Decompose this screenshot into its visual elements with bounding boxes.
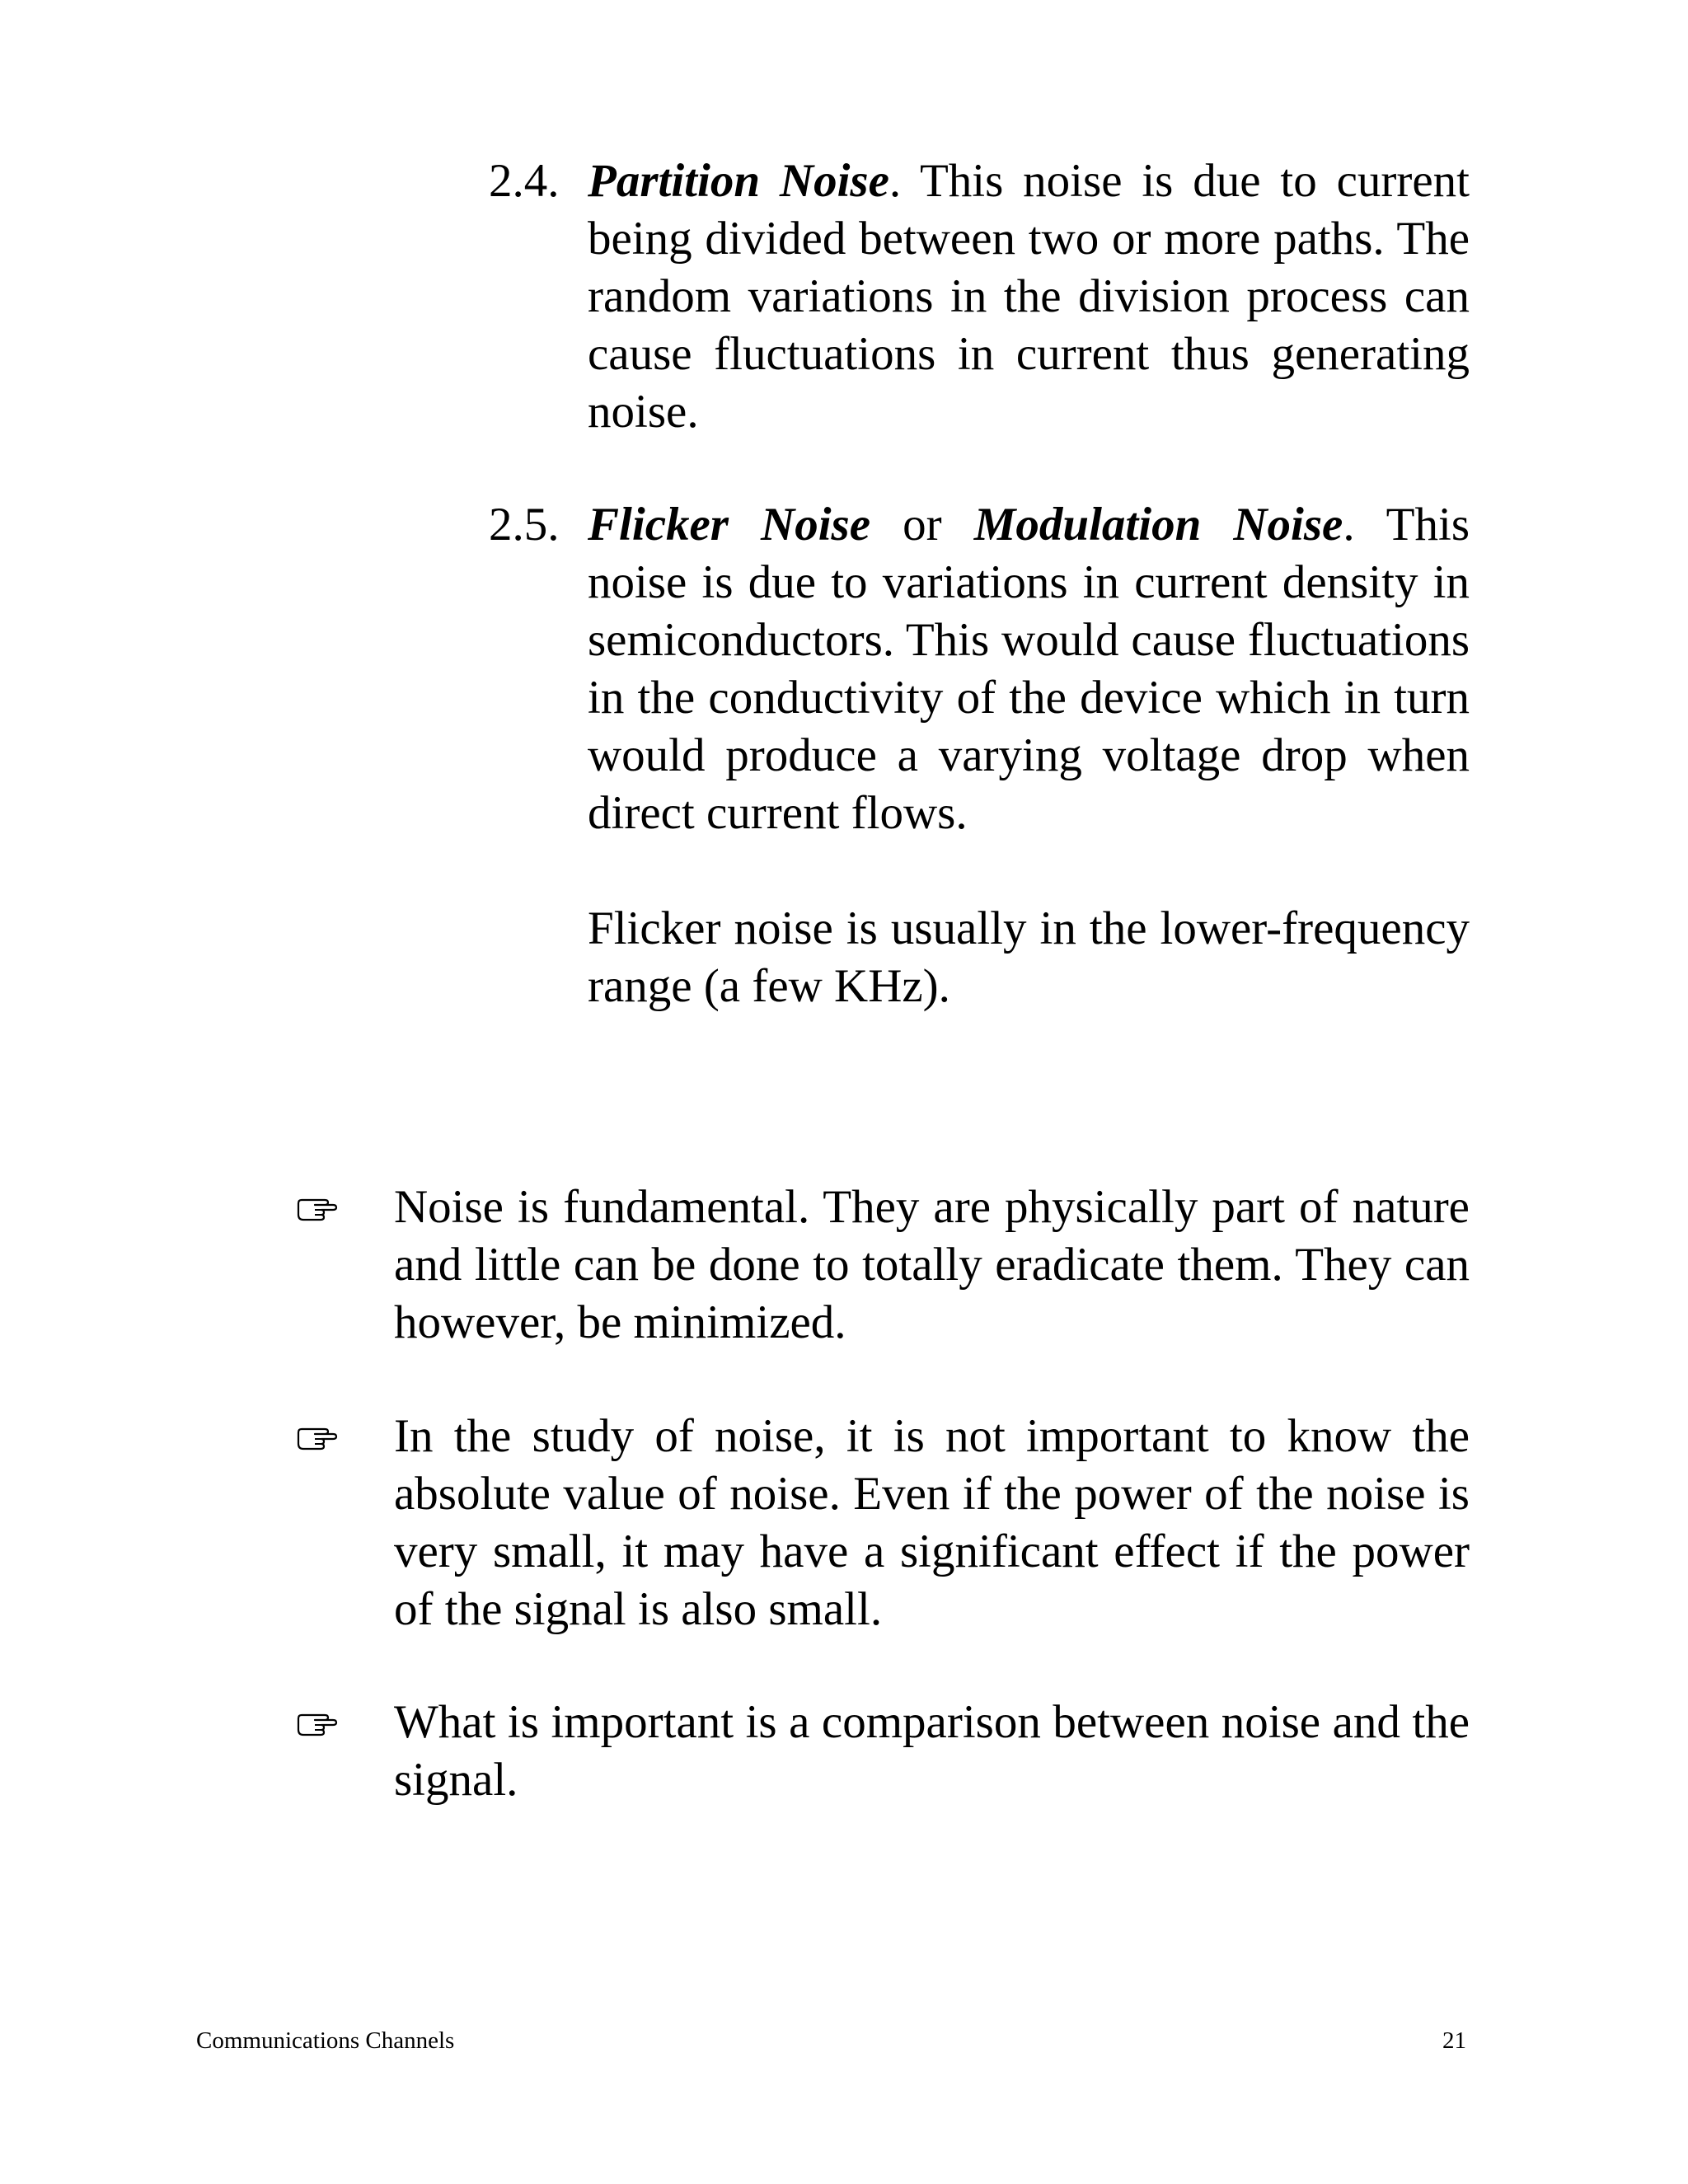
section-paragraph: Flicker noise is usually in the lower-frequency range (a few KHz). [588, 902, 1470, 1012]
pointing-hand-icon [297, 1197, 340, 1221]
bullet-text: In the study of noise, it is not important to know the absolute value of noise. Even if the power of the noise is very small, it may have a significant effect if the power of the signal is also small. [394, 1410, 1470, 1635]
section-flicker-noise [489, 496, 1470, 1015]
section-body [588, 496, 1470, 842]
section-number: 2.4. [489, 155, 560, 207]
footer-title: Communications Channels [196, 2027, 455, 2054]
pointing-hand-icon [297, 1712, 340, 1736]
section-body [588, 152, 1470, 441]
section-term-secondary: Modulation Noise [973, 499, 1343, 551]
section-term: Flicker Noise [588, 499, 871, 551]
section-partition-noise [489, 152, 1470, 441]
section-term: Partition Noise [588, 155, 889, 207]
bullet-item [297, 1179, 1470, 1352]
section-text: . This noise is due to variations in current density in semiconductors. This would cause fluctuations in the conductivity of the device which in turn would produce a varying voltage drop when direct current flows. [588, 499, 1470, 839]
bullet-text: What is important is a comparison between noise and the signal. [394, 1696, 1470, 1806]
section-connector: or [870, 499, 974, 551]
section-text: . This noise is due to current being divided between two or more paths. The random variations in the division process can cause fluctuations in current thus generating noise. [588, 155, 1470, 438]
pointing-hand-icon [297, 1426, 340, 1451]
bullet-item [297, 1408, 1470, 1638]
bullet-text: Noise is fundamental. They are physically part of nature and little can be done to totally eradicate them. They can however, be minimized. [394, 1181, 1470, 1348]
bullet-item [297, 1694, 1470, 1809]
page-number: 21 [1442, 2027, 1466, 2054]
section-number: 2.5. [489, 499, 560, 551]
